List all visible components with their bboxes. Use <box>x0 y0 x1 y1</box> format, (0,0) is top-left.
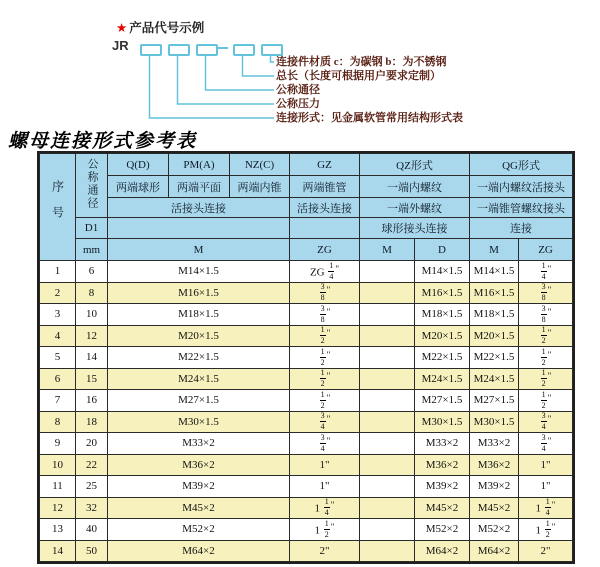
cell-seq: 6 <box>40 368 76 390</box>
cell-gz: $\frac{1}{2}$ " <box>290 390 360 412</box>
cell-qg_m: M30×1.5 <box>470 411 519 433</box>
cell-qg_zg: $\frac{1}{2}$ " <box>519 325 573 347</box>
cell-qz_m <box>360 476 415 498</box>
cell-qz_m <box>360 540 415 562</box>
cell-qg_zg: $\frac{3}{8}$ " <box>519 304 573 326</box>
cell-qz_m <box>360 368 415 390</box>
cell-seq: 1 <box>40 261 76 283</box>
table-row <box>40 454 573 476</box>
cell-dn: 32 <box>76 497 108 519</box>
header-qz-desc2: 一端外螺纹 <box>360 198 470 218</box>
header-qg-conn: 连接 <box>470 218 573 239</box>
cell-m: M36×2 <box>108 454 290 476</box>
cell-m: M39×2 <box>108 476 290 498</box>
cell-seq: 5 <box>40 347 76 369</box>
cell-qz_m <box>360 519 415 541</box>
header-q-desc: 两端球形 <box>108 176 169 198</box>
header-d1: D1 <box>76 218 108 239</box>
cell-qg_zg: 1 $\frac{1}{2}$ " <box>519 519 573 541</box>
star-icon: ★ <box>116 21 128 35</box>
cell-gz: $\frac{3}{8}$ " <box>290 282 360 304</box>
cell-qg_zg: 1" <box>519 476 573 498</box>
header-qz-m: M <box>360 239 415 261</box>
cell-gz: $\frac{3}{4}$ " <box>290 411 360 433</box>
label-nominal-diameter: 公称通径 <box>276 84 320 96</box>
cell-dn: 20 <box>76 433 108 455</box>
cell-gz: 1" <box>290 454 360 476</box>
cell-m: M14×1.5 <box>108 261 290 283</box>
header-col-qg: QG形式 <box>470 154 573 176</box>
cell-qg_m: M22×1.5 <box>470 347 519 369</box>
cell-dn: 8 <box>76 282 108 304</box>
cell-gz: 1 $\frac{1}{4}$ " <box>290 497 360 519</box>
header-empty-m <box>108 218 290 239</box>
header-qz-conn: 球形接头连接 <box>360 218 470 239</box>
cell-m: M20×1.5 <box>108 325 290 347</box>
cell-seq: 10 <box>40 454 76 476</box>
cell-qg_zg: $\frac{1}{4}$ " <box>519 261 573 283</box>
cell-seq: 2 <box>40 282 76 304</box>
cell-dn: 15 <box>76 368 108 390</box>
cell-qg_m: M36×2 <box>470 454 519 476</box>
cell-qg_zg: $\frac{3}{4}$ " <box>519 411 573 433</box>
cell-seq: 8 <box>40 411 76 433</box>
cell-qg_m: M64×2 <box>470 540 519 562</box>
header-col-pm: PM(A) <box>169 154 230 176</box>
cell-qz_d: M39×2 <box>415 476 470 498</box>
header-col-gz: GZ <box>290 154 360 176</box>
cell-dn: 25 <box>76 476 108 498</box>
cell-qz_m <box>360 411 415 433</box>
cell-qg_zg: 1 $\frac{1}{4}$ " <box>519 497 573 519</box>
cell-dn: 14 <box>76 347 108 369</box>
cell-qz_d: M20×1.5 <box>415 325 470 347</box>
table-row <box>40 325 573 347</box>
cell-qz_d: M22×1.5 <box>415 347 470 369</box>
cell-m: M64×2 <box>108 540 290 562</box>
cell-qg_zg: $\frac{1}{2}$ " <box>519 368 573 390</box>
header-pm-desc: 两端平面 <box>169 176 230 198</box>
cell-qz_d: M27×1.5 <box>415 390 470 412</box>
header-qg-m: M <box>470 239 519 261</box>
cell-m: M27×1.5 <box>108 390 290 412</box>
cell-seq: 4 <box>40 325 76 347</box>
header-seq: 序号 <box>40 154 76 261</box>
cell-dn: 12 <box>76 325 108 347</box>
code-box-2 <box>168 44 190 56</box>
cell-seq: 11 <box>40 476 76 498</box>
cell-qz_m <box>360 282 415 304</box>
label-material: 连接件材质 c：为碳钢 b：为不锈钢 <box>276 56 447 68</box>
cell-seq: 14 <box>40 540 76 562</box>
cell-dn: 6 <box>76 261 108 283</box>
code-box-4 <box>233 44 255 56</box>
header-empty-gz <box>290 218 360 239</box>
header-qg-desc2: 一端锥管螺纹接头 <box>470 198 573 218</box>
cell-m: M16×1.5 <box>108 282 290 304</box>
cell-gz: 1 $\frac{1}{2}$ " <box>290 519 360 541</box>
cell-qz_m <box>360 433 415 455</box>
header-nz-desc: 两端内锥 <box>230 176 290 198</box>
cell-m: M18×1.5 <box>108 304 290 326</box>
label-connection-form: 连接形式：见金属软管常用结构形式表 <box>276 112 463 124</box>
header-dn: 公称通径 <box>76 154 108 218</box>
table-title: 螺母连接形式参考表 <box>8 131 198 152</box>
cell-seq: 13 <box>40 519 76 541</box>
cell-m: M24×1.5 <box>108 368 290 390</box>
cell-gz: ZG $\frac{1}{4}$ " <box>290 261 360 283</box>
header-col-nz: NZ(C) <box>230 154 290 176</box>
cell-qg_m: M16×1.5 <box>470 282 519 304</box>
header-mm: mm <box>76 239 108 261</box>
cell-seq: 3 <box>40 304 76 326</box>
cell-seq: 12 <box>40 497 76 519</box>
header-qz-desc1: 一端内螺纹 <box>360 176 470 198</box>
cell-qz_d: M52×2 <box>415 519 470 541</box>
table-row <box>40 261 573 283</box>
cell-qg_zg: 2" <box>519 540 573 562</box>
header-qg-desc1: 一端内螺纹活接头 <box>470 176 573 198</box>
cell-m: M33×2 <box>108 433 290 455</box>
cell-qg_m: M24×1.5 <box>470 368 519 390</box>
cell-qz_d: M16×1.5 <box>415 282 470 304</box>
table-row <box>40 347 573 369</box>
cell-qg_m: M52×2 <box>470 519 519 541</box>
cell-qg_zg: $\frac{1}{2}$ " <box>519 390 573 412</box>
table-row <box>40 433 573 455</box>
cell-qz_m <box>360 261 415 283</box>
cell-qg_zg: $\frac{1}{2}$ " <box>519 347 573 369</box>
cell-gz: $\frac{1}{2}$ " <box>290 368 360 390</box>
cell-qg_m: M20×1.5 <box>470 325 519 347</box>
table-body <box>40 261 573 562</box>
code-box-3 <box>196 44 218 56</box>
cell-qz_d: M30×1.5 <box>415 411 470 433</box>
table-row <box>40 282 573 304</box>
cell-qz_d: M18×1.5 <box>415 304 470 326</box>
nut-connection-table <box>37 151 575 564</box>
cell-qz_m <box>360 497 415 519</box>
cell-qz_d: M33×2 <box>415 433 470 455</box>
cell-gz: 1" <box>290 476 360 498</box>
header-col-q: Q(D) <box>108 154 169 176</box>
header-col-qz: QZ形式 <box>360 154 470 176</box>
table-row <box>40 519 573 541</box>
cell-qz_m <box>360 390 415 412</box>
table-row <box>40 390 573 412</box>
cell-gz: $\frac{1}{2}$ " <box>290 347 360 369</box>
cell-qz_d: M14×1.5 <box>415 261 470 283</box>
cell-seq: 9 <box>40 433 76 455</box>
header-gz-conn: 活接头连接 <box>290 198 360 218</box>
table-row <box>40 368 573 390</box>
cell-qz_d: M64×2 <box>415 540 470 562</box>
cell-qg_m: M18×1.5 <box>470 304 519 326</box>
cell-m: M45×2 <box>108 497 290 519</box>
cell-qg_m: M27×1.5 <box>470 390 519 412</box>
cell-dn: 16 <box>76 390 108 412</box>
label-nominal-pressure: 公称压力 <box>276 98 320 110</box>
cell-qg_zg: $\frac{3}{4}$ " <box>519 433 573 455</box>
cell-m: M52×2 <box>108 519 290 541</box>
cell-dn: 40 <box>76 519 108 541</box>
table-row <box>40 411 573 433</box>
code-prefix: JR <box>112 38 129 53</box>
cell-m: M30×1.5 <box>108 411 290 433</box>
table-row <box>40 304 573 326</box>
cell-dn: 22 <box>76 454 108 476</box>
cell-qg_m: M14×1.5 <box>470 261 519 283</box>
table-row <box>40 497 573 519</box>
cell-qz_m <box>360 325 415 347</box>
header-union-conn: 活接头连接 <box>108 198 290 218</box>
cell-gz: $\frac{3}{8}$ " <box>290 304 360 326</box>
cell-gz: $\frac{1}{2}$ " <box>290 325 360 347</box>
cell-qz_d: M24×1.5 <box>415 368 470 390</box>
cell-qg_m: M39×2 <box>470 476 519 498</box>
cell-dn: 50 <box>76 540 108 562</box>
cell-qz_d: M36×2 <box>415 454 470 476</box>
cell-gz: $\frac{3}{4}$ " <box>290 433 360 455</box>
table-row <box>40 540 573 562</box>
cell-gz: 2" <box>290 540 360 562</box>
cell-dn: 18 <box>76 411 108 433</box>
cell-seq: 7 <box>40 390 76 412</box>
code-box-1 <box>140 44 162 56</box>
cell-qg_m: M33×2 <box>470 433 519 455</box>
product-code-diagram <box>110 18 590 130</box>
header-zg: ZG <box>290 239 360 261</box>
header-qz-d: D <box>415 239 470 261</box>
header-qg-zg: ZG <box>519 239 573 261</box>
table-row <box>40 476 573 498</box>
cell-qz_d: M45×2 <box>415 497 470 519</box>
header-m: M <box>108 239 290 261</box>
cell-qz_m <box>360 347 415 369</box>
header-gz-desc: 两端锥管 <box>290 176 360 198</box>
code-box-5 <box>261 44 283 56</box>
cell-dn: 10 <box>76 304 108 326</box>
diagram-title: 产品代号示例 <box>129 21 205 35</box>
cell-m: M22×1.5 <box>108 347 290 369</box>
cell-qz_m <box>360 454 415 476</box>
cell-qg_zg: $\frac{3}{8}$ " <box>519 282 573 304</box>
label-total-length: 总长（长度可根据用户要求定制） <box>276 70 441 82</box>
cell-qg_m: M45×2 <box>470 497 519 519</box>
cell-qg_zg: 1" <box>519 454 573 476</box>
cell-qz_m <box>360 304 415 326</box>
